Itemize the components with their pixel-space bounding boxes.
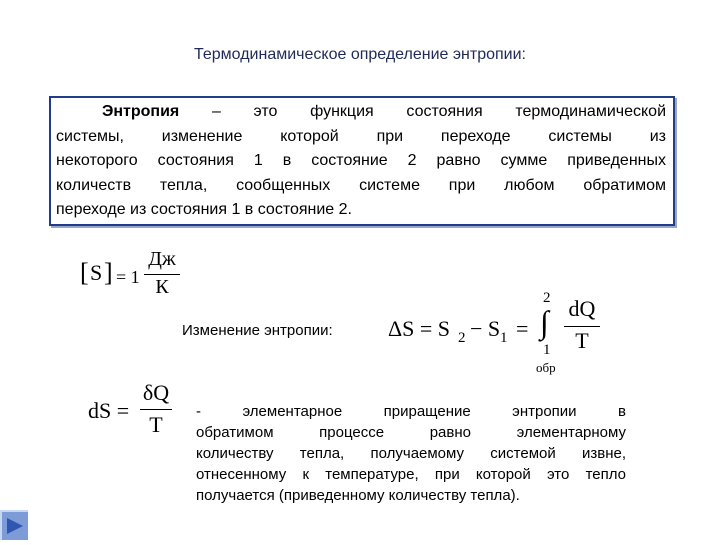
ds-lhs: dS = — [88, 398, 130, 423]
definition-line-1 — [56, 100, 666, 125]
subscript-2: 2 — [458, 330, 466, 346]
unit-denominator: К — [155, 276, 169, 298]
entropy-change-formula — [388, 290, 608, 380]
t-denominator: T — [575, 328, 589, 353]
entropy-fraction-bar — [564, 326, 600, 327]
definition-line-5: переходе из состояния 1 в состояние 2. — [56, 201, 352, 218]
description-line-5: получается (приведенному количеству тепла). — [196, 487, 520, 504]
unit-formula — [80, 248, 190, 302]
process-subscript: обр — [536, 360, 556, 375]
differential-denominator: T — [149, 412, 163, 437]
definition-line-1-rest: – это функция состояния термодинамической — [179, 103, 666, 120]
left-bracket: [ — [80, 258, 89, 287]
dq-delta-numerator: δQ — [142, 380, 170, 405]
equals-sign: = — [516, 316, 529, 341]
next-slide-button[interactable] — [0, 510, 28, 540]
minus-s: − S — [470, 316, 501, 341]
delta-s-lhs: ΔS = S — [388, 316, 451, 341]
page-title: Термодинамическое определение энтропии: — [194, 46, 526, 63]
description-line-2: обратимом процессе равно элементарному — [196, 424, 626, 441]
entropy-change-label: Изменение энтропии: — [182, 322, 333, 339]
subscript-1: 1 — [500, 330, 508, 346]
definition-line-3: некоторого состояния 1 в состояние 2 равно сумме приведенных — [56, 152, 666, 169]
definition-line-4: количеств тепла, сообщенных системе при любом обратимом — [56, 176, 666, 194]
integral-lower-limit: 1 — [543, 342, 551, 358]
differential-fraction-bar — [140, 409, 172, 410]
unit-fraction-bar — [144, 274, 180, 275]
unit-numerator: Дж — [148, 248, 176, 270]
right-bracket: ] — [104, 258, 113, 287]
description-line-3: количеству тепла, получаемому системой извне, — [196, 445, 626, 462]
play-icon — [2, 512, 28, 540]
definition-text — [56, 100, 666, 223]
unit-lhs: S — [90, 260, 103, 285]
integral-upper-limit: 2 — [543, 290, 551, 306]
definition-term: Энтропия — [102, 103, 180, 120]
differential-formula — [88, 382, 178, 442]
definition-line-2: системы, изменение которой при переходе системы из — [56, 127, 666, 145]
differential-description — [196, 401, 626, 506]
integral-sign: ∫ — [540, 304, 549, 340]
description-line-1: - элементарное приращение энтропии в — [196, 403, 626, 420]
unit-equals: = 1 — [116, 267, 140, 287]
description-line-4: отнесенному к температуре, при которой это тепло — [196, 466, 626, 483]
dq-numerator: dQ — [568, 296, 596, 321]
